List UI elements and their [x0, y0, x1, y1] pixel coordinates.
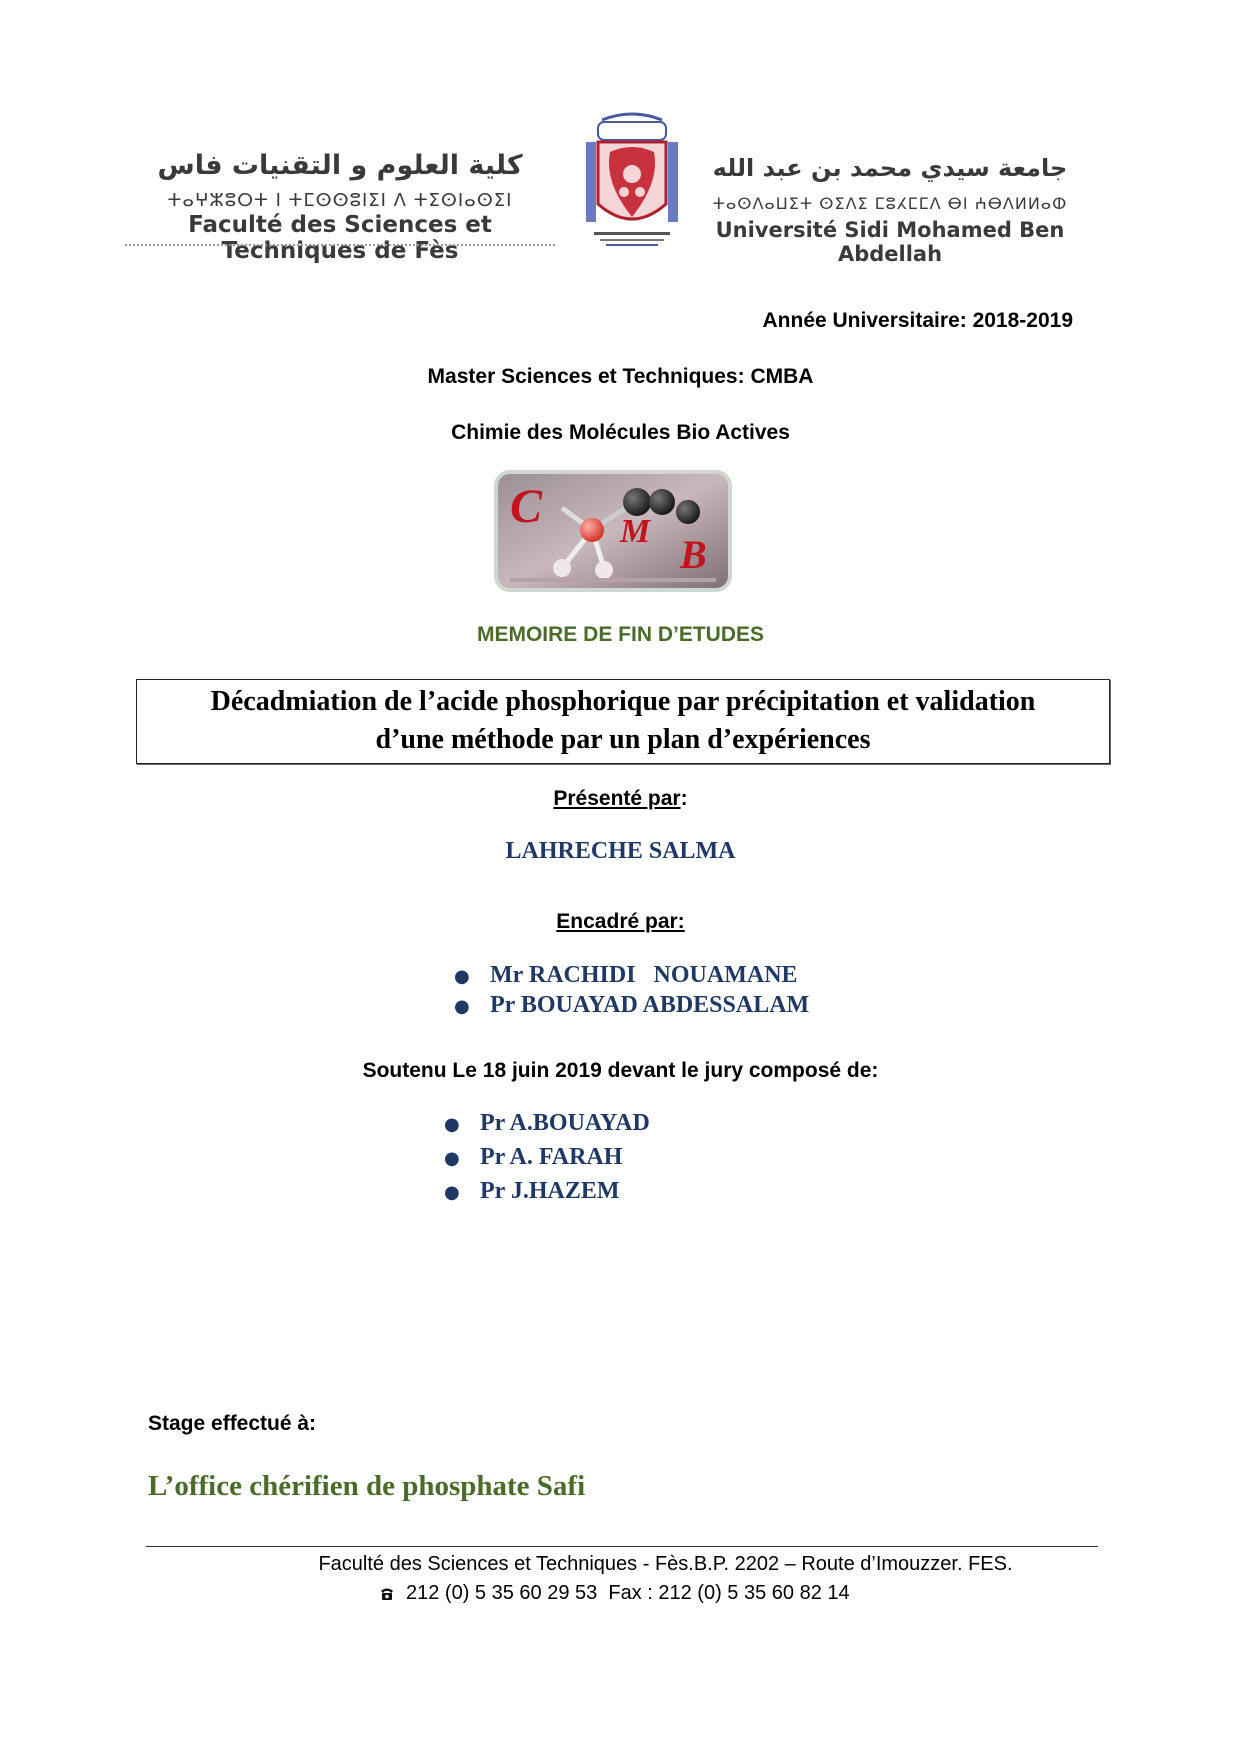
- jury-member: Pr J.HAZEM: [480, 1178, 620, 1204]
- university-emblem-icon: [580, 112, 684, 254]
- usmba-logo: [690, 150, 1090, 266]
- fst-logo: [120, 150, 560, 264]
- bullet-icon: ●: [444, 1148, 460, 1169]
- bullet-icon: ●: [454, 996, 470, 1017]
- memoire-heading: MEMOIRE DE FIN D’ETUDES: [476, 623, 765, 646]
- cmb-letter-c: C: [510, 480, 543, 533]
- thesis-title: [137, 680, 1109, 759]
- bullet-icon: ●: [454, 966, 470, 987]
- academic-year: Année Universitaire: 2018-2019: [762, 309, 1073, 332]
- list-item: [444, 1110, 650, 1144]
- list-item: [454, 992, 809, 1022]
- phone-icon: [380, 1583, 394, 1596]
- fst-arabic-name: كلية العلوم و التقنيات فاس: [157, 150, 523, 181]
- jury-list: [444, 1110, 650, 1212]
- author-name: LAHRECHE SALMA: [505, 838, 736, 864]
- internship-label: Stage effectué à:: [148, 1412, 317, 1435]
- thesis-title-line-2: d’une méthode par un plan d’expériences: [375, 724, 871, 755]
- list-item: [444, 1178, 650, 1212]
- thesis-title-box: [136, 679, 1110, 764]
- presented-by-colon: :: [680, 787, 688, 810]
- cmb-letter-m: M: [620, 513, 651, 550]
- fst-french-name: Faculté des Sciences et Techniques de Fès: [188, 212, 492, 264]
- usmba-tifinagh-name: ⵜⴰⵙⴷⴰⵡⵉⵜ ⵙⵉⴷⵉ ⵎⵓⵃⵎⵎⴷ ⴱⵏ ⵄⴱⴷⵍⵍⴰⵀ: [712, 194, 1068, 213]
- footer-contact: [380, 1582, 850, 1605]
- presented-by-label: [0, 787, 1241, 811]
- fst-logo-underline: [125, 244, 555, 246]
- master-program: Master Sciences et Techniques: CMBA: [427, 365, 814, 388]
- defense-statement: Soutenu Le 18 juin 2019 devant le jury composé de:: [362, 1059, 879, 1082]
- supervised-by-label: Encadré par:: [556, 910, 685, 933]
- list-item: [454, 962, 809, 992]
- footer-contact-text: 212 (0) 5 35 60 29 53 Fax : 212 (0) 5 35 60 82 14: [406, 1582, 850, 1604]
- usmba-french-name: Université Sidi Mohamed Ben Abdellah: [715, 218, 1065, 266]
- footer-address: Faculté des Sciences et Techniques - Fès.B.P. 2202 – Route d’Imouzzer. FES.: [318, 1553, 1013, 1575]
- jury-member: Pr A. FARAH: [480, 1144, 623, 1170]
- supervisor-name: Pr BOUAYAD ABDESSALAM: [490, 992, 810, 1018]
- supervisor-name: Mr RACHIDI NOUAMANE: [490, 962, 798, 988]
- specialty: Chimie des Molécules Bio Actives: [451, 421, 790, 444]
- list-item: [444, 1144, 650, 1178]
- bullet-icon: ●: [444, 1182, 460, 1203]
- jury-member: Pr A.BOUAYAD: [480, 1110, 650, 1136]
- bullet-icon: ●: [444, 1114, 460, 1135]
- usmba-arabic-name: جامعة سيدي محمد بن عبد الله: [712, 154, 1068, 182]
- cmb-logo: [492, 468, 734, 596]
- cmb-letter-b: B: [680, 532, 707, 577]
- presented-by-text: Présenté par: [553, 787, 681, 810]
- footer-divider: [146, 1546, 1098, 1547]
- supervisors-list: [454, 962, 809, 1022]
- internship-place: L’office chérifien de phosphate Safi: [148, 1470, 586, 1502]
- thesis-title-line-1: Décadmiation de l’acide phosphorique par précipitation et validation: [210, 686, 1036, 717]
- fst-tifinagh-name: ⵜⴰⵖⵣⵓⵔⵜ ⵏ ⵜⵎⵙⵙⵓⵏⵉⵏ ⴷ ⵜⵉⵙⵏⴰⵙⵉⵏ: [167, 190, 513, 211]
